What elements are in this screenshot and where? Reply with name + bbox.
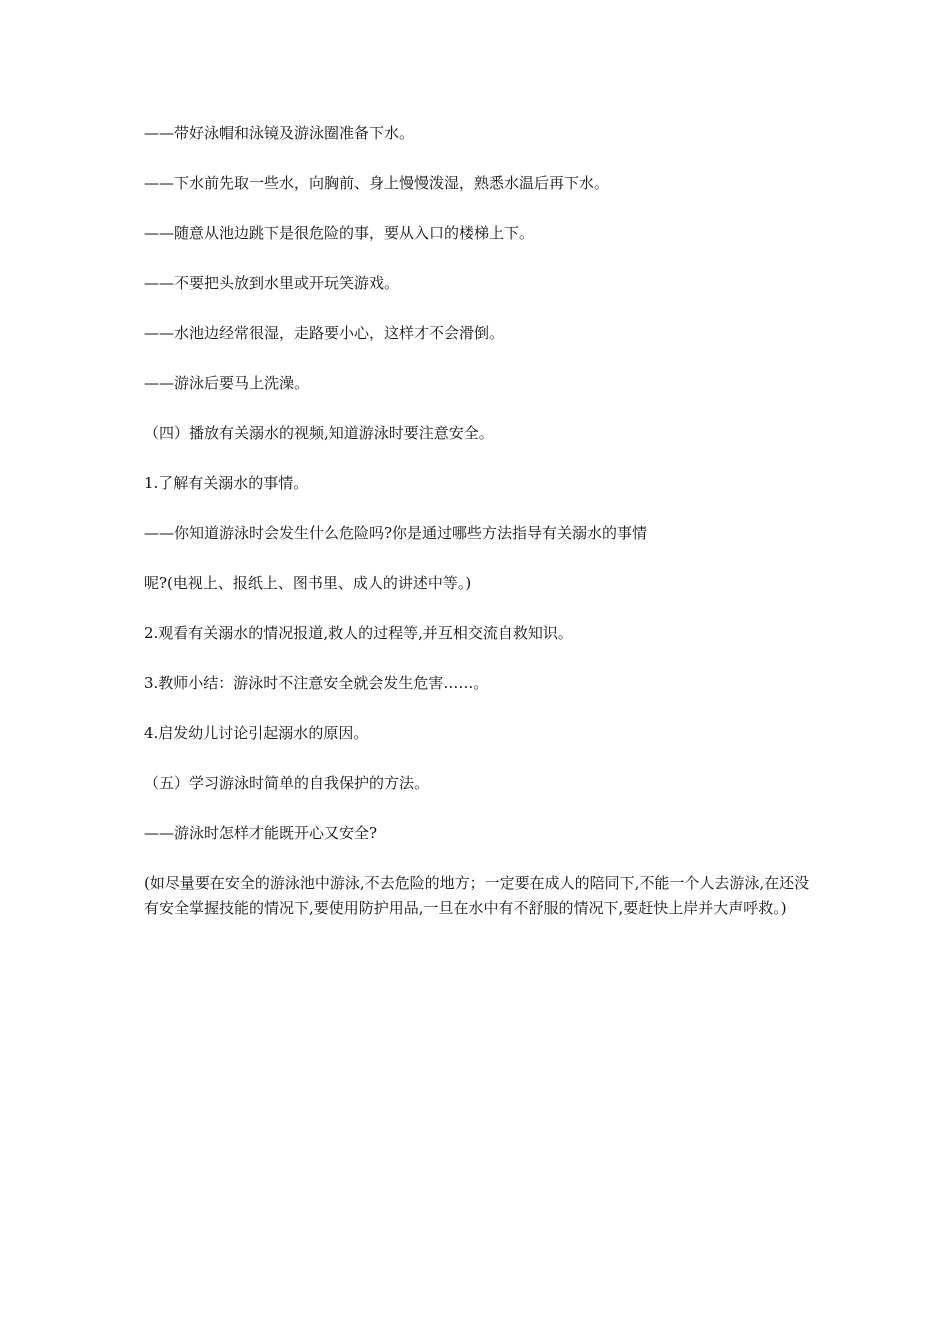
paragraph-question-dangers: ——你知道游泳时会发生什么危险吗?你是通过哪些方法指导有关溺水的事情 [144, 524, 648, 542]
list-item-3: 3.教师小结：游泳时不注意安全就会发生危害……。 [144, 674, 489, 692]
paragraph-use-stairs: ——随意从池边跳下是很危险的事，要从入口的楼梯上下。 [144, 224, 535, 242]
paragraph-shower-after: ——游泳后要马上洗澡。 [144, 374, 310, 392]
paragraph-bring-cap-goggles: ——带好泳帽和泳镜及游泳圈准备下水。 [144, 124, 415, 142]
paragraph-walk-carefully: ——水池边经常很湿，走路要小心，这样才不会滑倒。 [144, 324, 505, 342]
list-item-1: 1.了解有关溺水的事情。 [144, 474, 309, 492]
list-item-4: 4.启发幼儿讨论引起溺水的原因。 [144, 724, 369, 742]
paragraph-question-safe-fun: ——游泳时怎样才能既开心又安全? [144, 824, 378, 842]
document-body [144, 124, 816, 952]
paragraph-no-head-underwater: ——不要把头放到水里或开玩笑游戏。 [144, 274, 400, 292]
section-heading-five: （五）学习游泳时简单的自我保护的方法。 [144, 774, 430, 792]
paragraph-question-sources: 呢?(电视上、报纸上、图书里、成人的讲述中等。) [144, 574, 472, 592]
section-heading-four: （四）播放有关溺水的视频,知道游泳时要注意安全。 [144, 424, 494, 442]
paragraph-wet-body-first: ——下水前先取一些水，向胸前、身上慢慢泼湿，熟悉水温后再下水。 [144, 174, 610, 192]
paragraph-safety-guidance: (如尽量要在安全的游泳池中游泳,不去危险的地方；一定要在成人的陪同下,不能一个人去游泳,在还没有安全掌握技能的情况下,要使用防护用品,一旦在水中有不舒服的情况下,要赶快上岸并大声呼救。) [144, 874, 810, 917]
list-item-2: 2.观看有关溺水的情况报道,救人的过程等,并互相交流自救知识。 [144, 624, 573, 642]
